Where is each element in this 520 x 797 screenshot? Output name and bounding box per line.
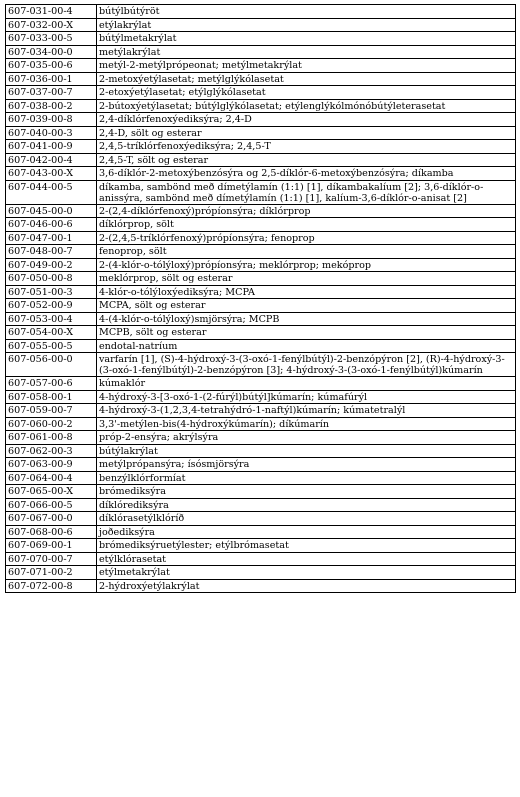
substance-name-cell: fenoprop, sölt bbox=[97, 245, 516, 259]
index-number-cell: 607-052-00-9 bbox=[6, 299, 97, 313]
table-row bbox=[6, 326, 516, 340]
table-row bbox=[6, 5, 516, 19]
index-number-cell: 607-061-00-8 bbox=[6, 431, 97, 445]
index-number-cell: 607-033-00-5 bbox=[6, 32, 97, 46]
table-row bbox=[6, 525, 516, 539]
table-row bbox=[6, 167, 516, 181]
index-number-cell: 607-047-00-1 bbox=[6, 231, 97, 245]
index-number-cell: 607-069-00-1 bbox=[6, 539, 97, 553]
table-row bbox=[6, 579, 516, 593]
table-row bbox=[6, 153, 516, 167]
table-row bbox=[6, 59, 516, 73]
table-row bbox=[6, 498, 516, 512]
substance-name-cell: 2-metoxýetýlasetat; metýlglýkólasetat bbox=[97, 72, 516, 86]
substance-name-cell: brómediksýra bbox=[97, 485, 516, 499]
index-number-cell: 607-062-00-3 bbox=[6, 444, 97, 458]
substance-name-cell: 2-(2,4-díklórfenoxý)própíonsýra; díklórprop bbox=[97, 204, 516, 218]
substance-name-cell: kúmaklór bbox=[97, 377, 516, 391]
substance-name-cell: metýlprópansýra; ísósmjörsýra bbox=[97, 458, 516, 472]
index-number-cell: 607-043-00-X bbox=[6, 167, 97, 181]
index-number-cell: 607-032-00-X bbox=[6, 18, 97, 32]
index-number-cell: 607-041-00-9 bbox=[6, 140, 97, 154]
index-number-cell: 607-044-00-5 bbox=[6, 180, 97, 204]
index-number-cell: 607-031-00-4 bbox=[6, 5, 97, 19]
substance-name-cell: metýl-2-metýlprópeonat; metýlmetakrýlat bbox=[97, 59, 516, 73]
table-row bbox=[6, 539, 516, 553]
substance-name-cell: MCPA, sölt og esterar bbox=[97, 299, 516, 313]
table-row bbox=[6, 404, 516, 418]
table-row bbox=[6, 72, 516, 86]
index-number-cell: 607-046-00-6 bbox=[6, 218, 97, 232]
substance-name-cell: 4-hýdroxý-3-[3-oxó-1-(2-fúrýl)bútýl]kúmarín; kúmafúrýl bbox=[97, 390, 516, 404]
index-number-cell: 607-057-00-6 bbox=[6, 377, 97, 391]
table-row bbox=[6, 458, 516, 472]
index-number-cell: 607-053-00-4 bbox=[6, 312, 97, 326]
substance-name-cell: próp-2-ensýra; akrýlsýra bbox=[97, 431, 516, 445]
index-number-cell: 607-059-00-7 bbox=[6, 404, 97, 418]
index-number-cell: 607-054-00-X bbox=[6, 326, 97, 340]
substance-name-cell: bútýlakrýlat bbox=[97, 444, 516, 458]
index-number-cell: 607-063-00-9 bbox=[6, 458, 97, 472]
index-number-cell: 607-071-00-2 bbox=[6, 566, 97, 580]
substance-name-cell: etýlklórasetat bbox=[97, 552, 516, 566]
substance-name-cell: 2-(4-klór-o-tólýloxý)própíonsýra; meklórprop; mekóprop bbox=[97, 258, 516, 272]
table-row bbox=[6, 272, 516, 286]
table-row bbox=[6, 32, 516, 46]
table-row bbox=[6, 126, 516, 140]
substance-name-cell: 3,3'-metýlen-bis(4-hýdroxýkúmarín); díkúmarín bbox=[97, 417, 516, 431]
substance-name-cell: 4-(4-klór-o-tólýloxý)smjörsýra; MCPB bbox=[97, 312, 516, 326]
substance-name-cell: endotal-natríum bbox=[97, 339, 516, 353]
substance-name-cell: 4-hýdroxý-3-(1,2,3,4-tetrahýdró-1-naftýl)kúmarín; kúmatetralýl bbox=[97, 404, 516, 418]
substance-name-cell: joðediksýra bbox=[97, 525, 516, 539]
substance-name-cell: díkamba, sambönd með dímetýlamín (1:1) [1], díkambakalíum [2]; 3,6-díklór-o-anissýra, sambönd með dímetýlamín (1:1) [1], kalíum-3,6-díklór-o-anisat [2] bbox=[97, 180, 516, 204]
substance-name-cell: varfarín [1], (S)-4-hýdroxý-3-(3-oxó-1-fenýlbútýl)-2-benzópýron [2], (R)-4-hýdroxý-3-(3-oxó-1-fenýlbútýl)-2-benzópýron [3]; 4-hýdroxý-3-(3-oxó-1-fenýlbútýl)kúmarín bbox=[97, 353, 516, 377]
index-number-cell: 607-034-00-0 bbox=[6, 45, 97, 59]
table-row bbox=[6, 45, 516, 59]
table-row bbox=[6, 285, 516, 299]
substance-name-cell: 2-(2,4,5-tríklórfenoxý)própíonsýra; fenoprop bbox=[97, 231, 516, 245]
substance-name-cell: metýlakrýlat bbox=[97, 45, 516, 59]
substance-name-cell: bútýlmetakrýlat bbox=[97, 32, 516, 46]
substance-name-cell: bútýlbútýröt bbox=[97, 5, 516, 19]
table-row bbox=[6, 140, 516, 154]
index-number-cell: 607-049-00-2 bbox=[6, 258, 97, 272]
substance-name-cell: díklórprop, sölt bbox=[97, 218, 516, 232]
table-row bbox=[6, 299, 516, 313]
table-row bbox=[6, 377, 516, 391]
table-row bbox=[6, 86, 516, 100]
table-row bbox=[6, 566, 516, 580]
index-number-cell: 607-038-00-2 bbox=[6, 99, 97, 113]
substance-name-cell: 2-etoxýetýlasetat; etýlglýkólasetat bbox=[97, 86, 516, 100]
index-number-cell: 607-039-00-8 bbox=[6, 113, 97, 127]
substance-name-cell: 2,4,5-T, sölt og esterar bbox=[97, 153, 516, 167]
index-number-cell: 607-065-00-X bbox=[6, 485, 97, 499]
table-row bbox=[6, 113, 516, 127]
index-number-cell: 607-048-00-7 bbox=[6, 245, 97, 259]
table-row bbox=[6, 339, 516, 353]
substance-name-cell: MCPB, sölt og esterar bbox=[97, 326, 516, 340]
substance-table-body bbox=[6, 5, 516, 593]
index-number-cell: 607-045-00-0 bbox=[6, 204, 97, 218]
substance-name-cell: etýlmetakrýlat bbox=[97, 566, 516, 580]
table-row bbox=[6, 245, 516, 259]
index-number-cell: 607-058-00-1 bbox=[6, 390, 97, 404]
table-row bbox=[6, 99, 516, 113]
table-row bbox=[6, 231, 516, 245]
table-row bbox=[6, 512, 516, 526]
substance-name-cell: 2,4,5-tríklórfenoxýediksýra; 2,4,5-T bbox=[97, 140, 516, 154]
index-number-cell: 607-037-00-7 bbox=[6, 86, 97, 100]
table-row bbox=[6, 204, 516, 218]
table-row bbox=[6, 417, 516, 431]
index-number-cell: 607-042-00-4 bbox=[6, 153, 97, 167]
index-number-cell: 607-066-00-5 bbox=[6, 498, 97, 512]
table-row bbox=[6, 353, 516, 377]
substance-table bbox=[5, 4, 516, 593]
table-row bbox=[6, 552, 516, 566]
table-row bbox=[6, 444, 516, 458]
index-number-cell: 607-055-00-5 bbox=[6, 339, 97, 353]
index-number-cell: 607-050-00-8 bbox=[6, 272, 97, 286]
index-number-cell: 607-060-00-2 bbox=[6, 417, 97, 431]
table-row bbox=[6, 431, 516, 445]
substance-name-cell: díklórediksýra bbox=[97, 498, 516, 512]
table-row bbox=[6, 258, 516, 272]
table-row bbox=[6, 485, 516, 499]
substance-name-cell: 4-klór-o-tólýloxýediksýra; MCPA bbox=[97, 285, 516, 299]
substance-name-cell: 2,4-D, sölt og esterar bbox=[97, 126, 516, 140]
substance-name-cell: 2-bútoxýetýlasetat; bútýlglýkólasetat; etýlenglýkólmónóbútýleterasetat bbox=[97, 99, 516, 113]
index-number-cell: 607-051-00-3 bbox=[6, 285, 97, 299]
substance-name-cell: benzýlklórformíat bbox=[97, 471, 516, 485]
index-number-cell: 607-070-00-7 bbox=[6, 552, 97, 566]
index-number-cell: 607-036-00-1 bbox=[6, 72, 97, 86]
table-row bbox=[6, 471, 516, 485]
table-row bbox=[6, 18, 516, 32]
substance-name-cell: brómediksýruetýlester; etýlbrómasetat bbox=[97, 539, 516, 553]
index-number-cell: 607-035-00-6 bbox=[6, 59, 97, 73]
index-number-cell: 607-040-00-3 bbox=[6, 126, 97, 140]
index-number-cell: 607-064-00-4 bbox=[6, 471, 97, 485]
table-row bbox=[6, 218, 516, 232]
substance-name-cell: 2,4-díklórfenoxýediksýra; 2,4-D bbox=[97, 113, 516, 127]
substance-name-cell: 3,6-díklór-2-metoxýbenzósýra og 2,5-díklór-6-metoxýbenzósýra; díkamba bbox=[97, 167, 516, 181]
table-row bbox=[6, 390, 516, 404]
index-number-cell: 607-067-00-0 bbox=[6, 512, 97, 526]
index-number-cell: 607-056-00-0 bbox=[6, 353, 97, 377]
substance-name-cell: meklórprop, sölt og esterar bbox=[97, 272, 516, 286]
substance-name-cell: etýlakrýlat bbox=[97, 18, 516, 32]
substance-name-cell: 2-hýdroxýetýlakrýlat bbox=[97, 579, 516, 593]
index-number-cell: 607-072-00-8 bbox=[6, 579, 97, 593]
table-row bbox=[6, 180, 516, 204]
substance-name-cell: díklórasetýlklóríð bbox=[97, 512, 516, 526]
table-row bbox=[6, 312, 516, 326]
index-number-cell: 607-068-00-6 bbox=[6, 525, 97, 539]
